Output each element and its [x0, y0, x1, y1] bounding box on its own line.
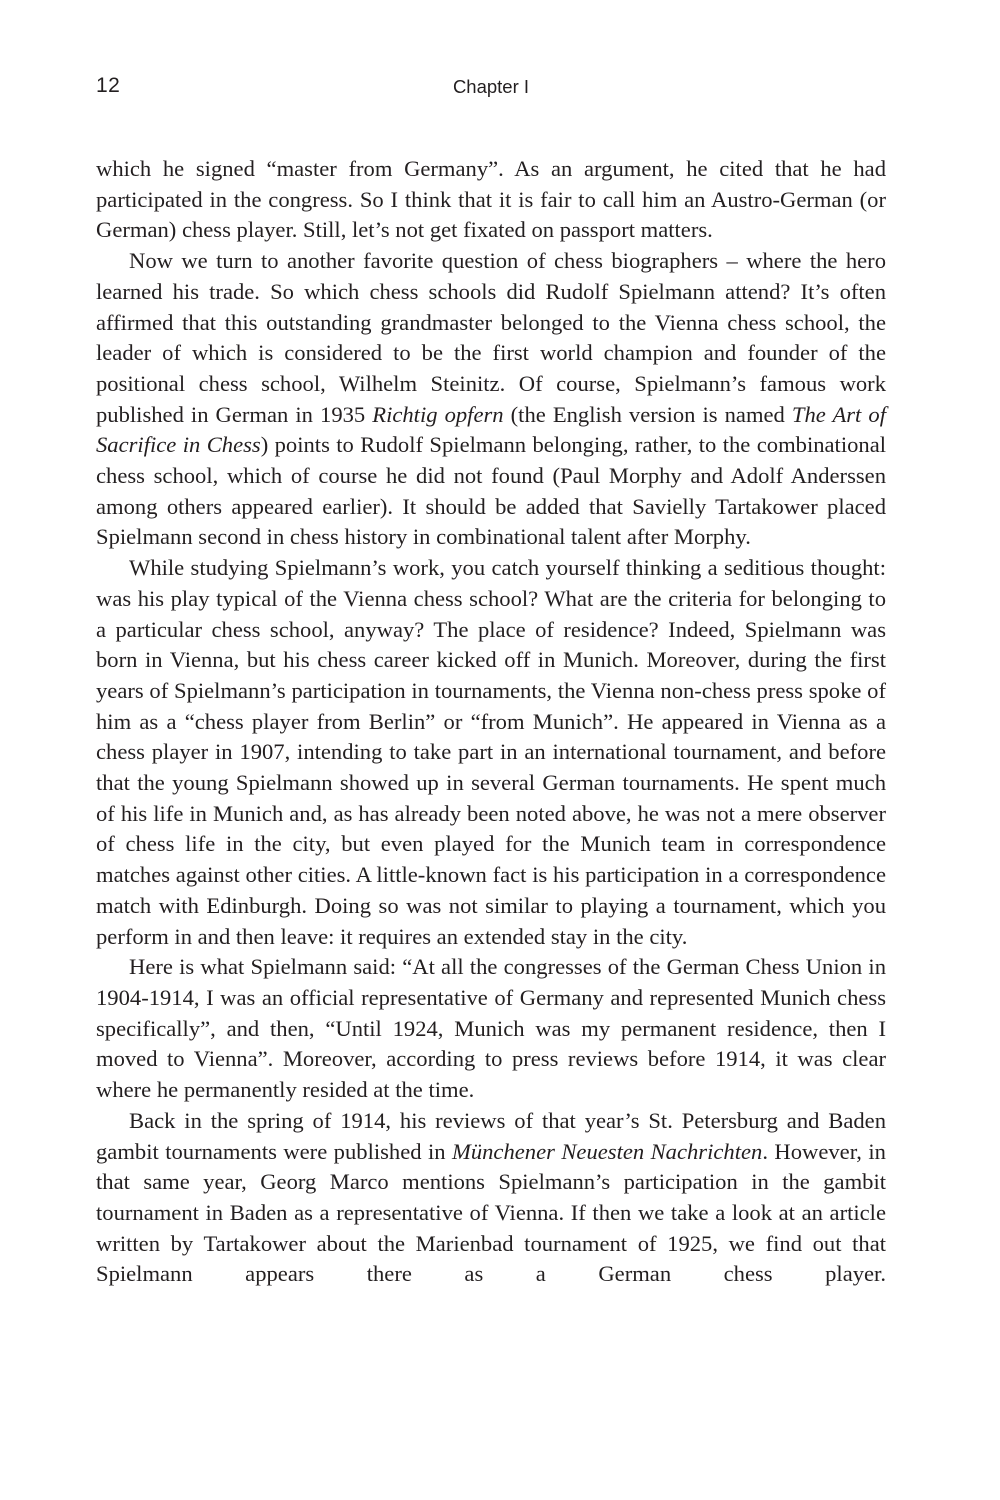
book-title-italic: Richtig opfern [372, 401, 504, 427]
paragraph-1 [96, 154, 886, 246]
text-segment: Now we turn to another favorite question of chess biographers – where the hero learned his trade. So which chess schools did Rudolf Spielmann attend? It’s often affirmed that this outstanding grandmaster belonged to the Vienna chess school, the leader of which is considered to be the first world champion and founder of the positional chess school, Wilhelm Steinitz. Of course, Spielmann’s famous work published in German in 1935 [96, 248, 886, 427]
page-number: 12 [96, 74, 121, 97]
paragraph-5 [96, 1106, 886, 1290]
text-segment: While studying Spielmann’s work, you catch yourself thinking a seditious thought: was his play typical of the Vienna chess school? What are the criteria for belonging to a particular chess school, anyway? The place of residence? Indeed, Spielmann was born in Vienna, but his chess career kicked off in Munich. Moreover, during the first years of Spielmann’s participation in tournaments, the Vienna non-chess press spoke of him as a “chess player from Berlin” or “from Munich”. He appeared in Vienna as a chess player in 1907, intending to take part in an international tournament, and before that the young Spielmann showed up in several German tournaments. He spent much of his life in Munich and, as has already been noted above, he was not a mere observer of chess life in the city, but even played for the Munich team in correspondence matches against other cities. A little-known fact is his participation in a correspondence match with Edinburgh. Doing so was not similar to playing a tournament, which you perform in and then leave: it requires an extended stay in the city. [96, 555, 886, 949]
body-text [96, 154, 886, 1290]
text-segment: ) points to Rudolf Spielmann belonging, rather, to the combinational chess school, which of course he did not found (Paul Morphy and Adolf Anderssen among others appeared earlier). It should be added that Savielly Tartakower placed Spielmann second in chess history in combinational talent after Morphy. [96, 432, 887, 550]
paragraph-2 [96, 246, 886, 553]
paragraph-3 [96, 553, 886, 952]
book-title-italic: The Art of Sacrifice in Chess [96, 401, 886, 458]
text-segment: (the English version is named [503, 401, 792, 427]
page-header [96, 74, 886, 106]
text-segment: Here is what Spielmann said: “At all the congresses of the German Chess Union in 1904-1914, I was an official representative of Germany and represented Munich chess specifically”, and then, “Until 1924, Munich was my permanent residence, then I moved to Vienna”. Moreover, according to press reviews before 1914, it was clear where he permanently resided at the time. [96, 954, 886, 1103]
paragraph-4 [96, 952, 886, 1106]
text-segment: which he signed “master from Germany”. As an argument, he cited that he had participated in the congress. So I think that it is fair to call him an Austro-German (or German) chess player. Still, let’s not get fixated on passport matters. [96, 156, 886, 243]
text-segment: Back in the spring of 1914, his reviews of that year’s St. Petersburg and Baden gambit tournaments were published in [96, 1107, 886, 1164]
newspaper-title-italic: Münchener Neuesten Nachrichten [452, 1138, 763, 1164]
text-segment: . However, in that same year, Georg Marco mentions Spielmann’s participation in the gambit tournament in Baden as a representative of Vienna. If then we take a look at an article written by Tartakower about the Marienbad tournament of 1925, we find out that Spielmann appears there as a German chess player. [96, 1138, 886, 1287]
running-head: Chapter I [452, 76, 530, 97]
